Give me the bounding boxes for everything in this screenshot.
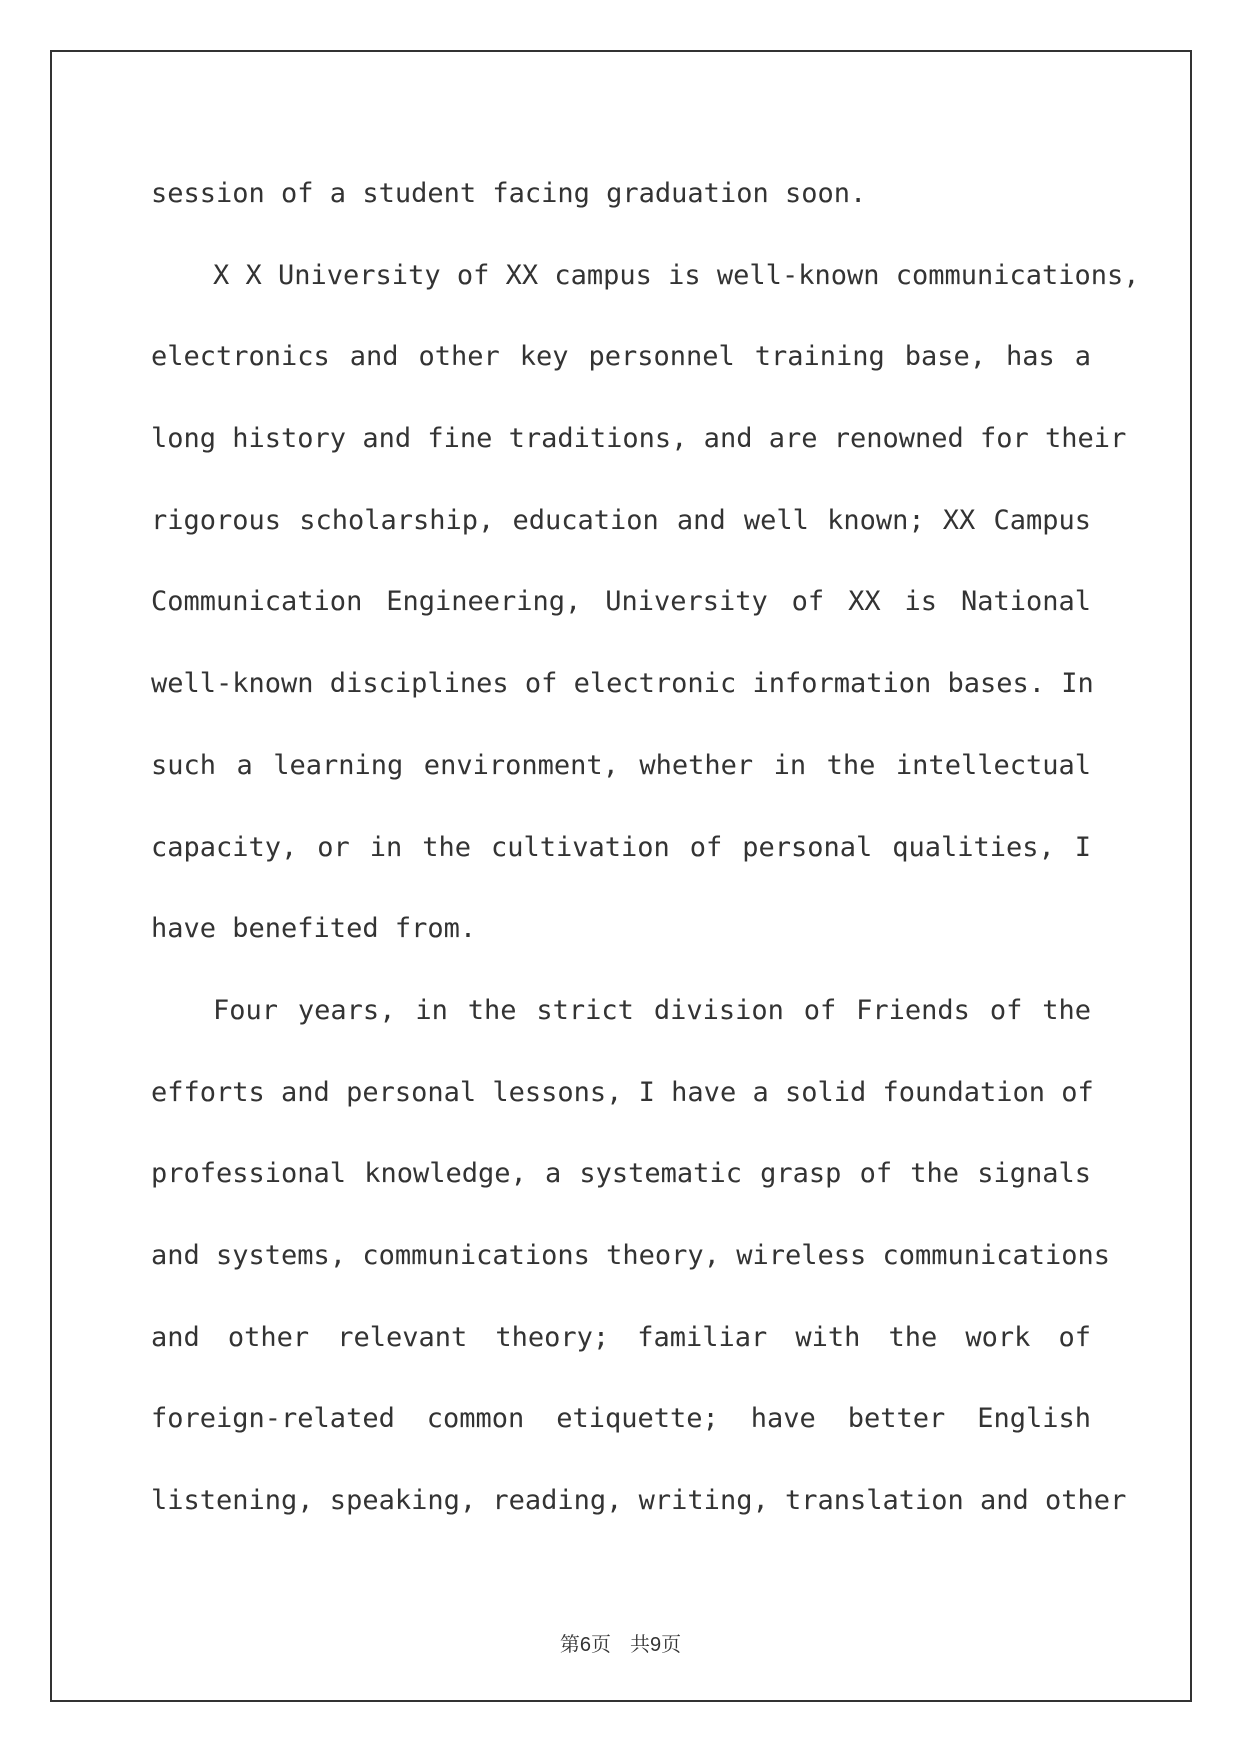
footer-total-prefix: 共 (630, 1632, 651, 1656)
document-body (151, 153, 1140, 1542)
text-line: professional knowledge, a systematic grasp of the signals (151, 1158, 1091, 1190)
page-footer (0, 1628, 1241, 1657)
text-line: Communication Engineering, University of XX is National (151, 586, 1091, 618)
text-line: and other relevant theory; familiar with the work of (151, 1321, 1091, 1353)
text-line: and systems, communications theory, wireless communications (151, 1239, 1111, 1271)
text-line: long history and fine traditions, and are renowned for their (151, 423, 1127, 455)
text-line: well-known disciplines of electronic information bases. In (151, 668, 1094, 700)
text-line: foreign-related common etiquette; have better English (151, 1403, 1091, 1435)
text-line: Four years, in the strict division of Friends of the (213, 994, 1091, 1026)
footer-total-suffix: 页 (661, 1632, 682, 1656)
text-line: rigorous scholarship, education and well known; XX Campus (151, 504, 1091, 536)
text-line: such a learning environment, whether in the intellectual (151, 749, 1091, 781)
footer-page-suffix: 页 (590, 1632, 611, 1656)
text-line: X X University of XX campus is well-known communications, (213, 259, 1140, 291)
text-line: efforts and personal lessons, I have a solid foundation of (151, 1076, 1094, 1108)
current-page-number: 6 (579, 1634, 591, 1656)
text-line: listening, speaking, reading, writing, translation and other (151, 1485, 1127, 1516)
text-line: session of a student facing graduation soon. (151, 178, 867, 209)
text-line: capacity, or in the cultivation of personal qualities, I (151, 831, 1091, 863)
text-line: have benefited from. (151, 913, 477, 945)
footer-prefix: 第 (559, 1632, 580, 1656)
text-line: electronics and other key personnel training base, has a (151, 341, 1091, 373)
total-pages-number: 9 (650, 1634, 662, 1656)
